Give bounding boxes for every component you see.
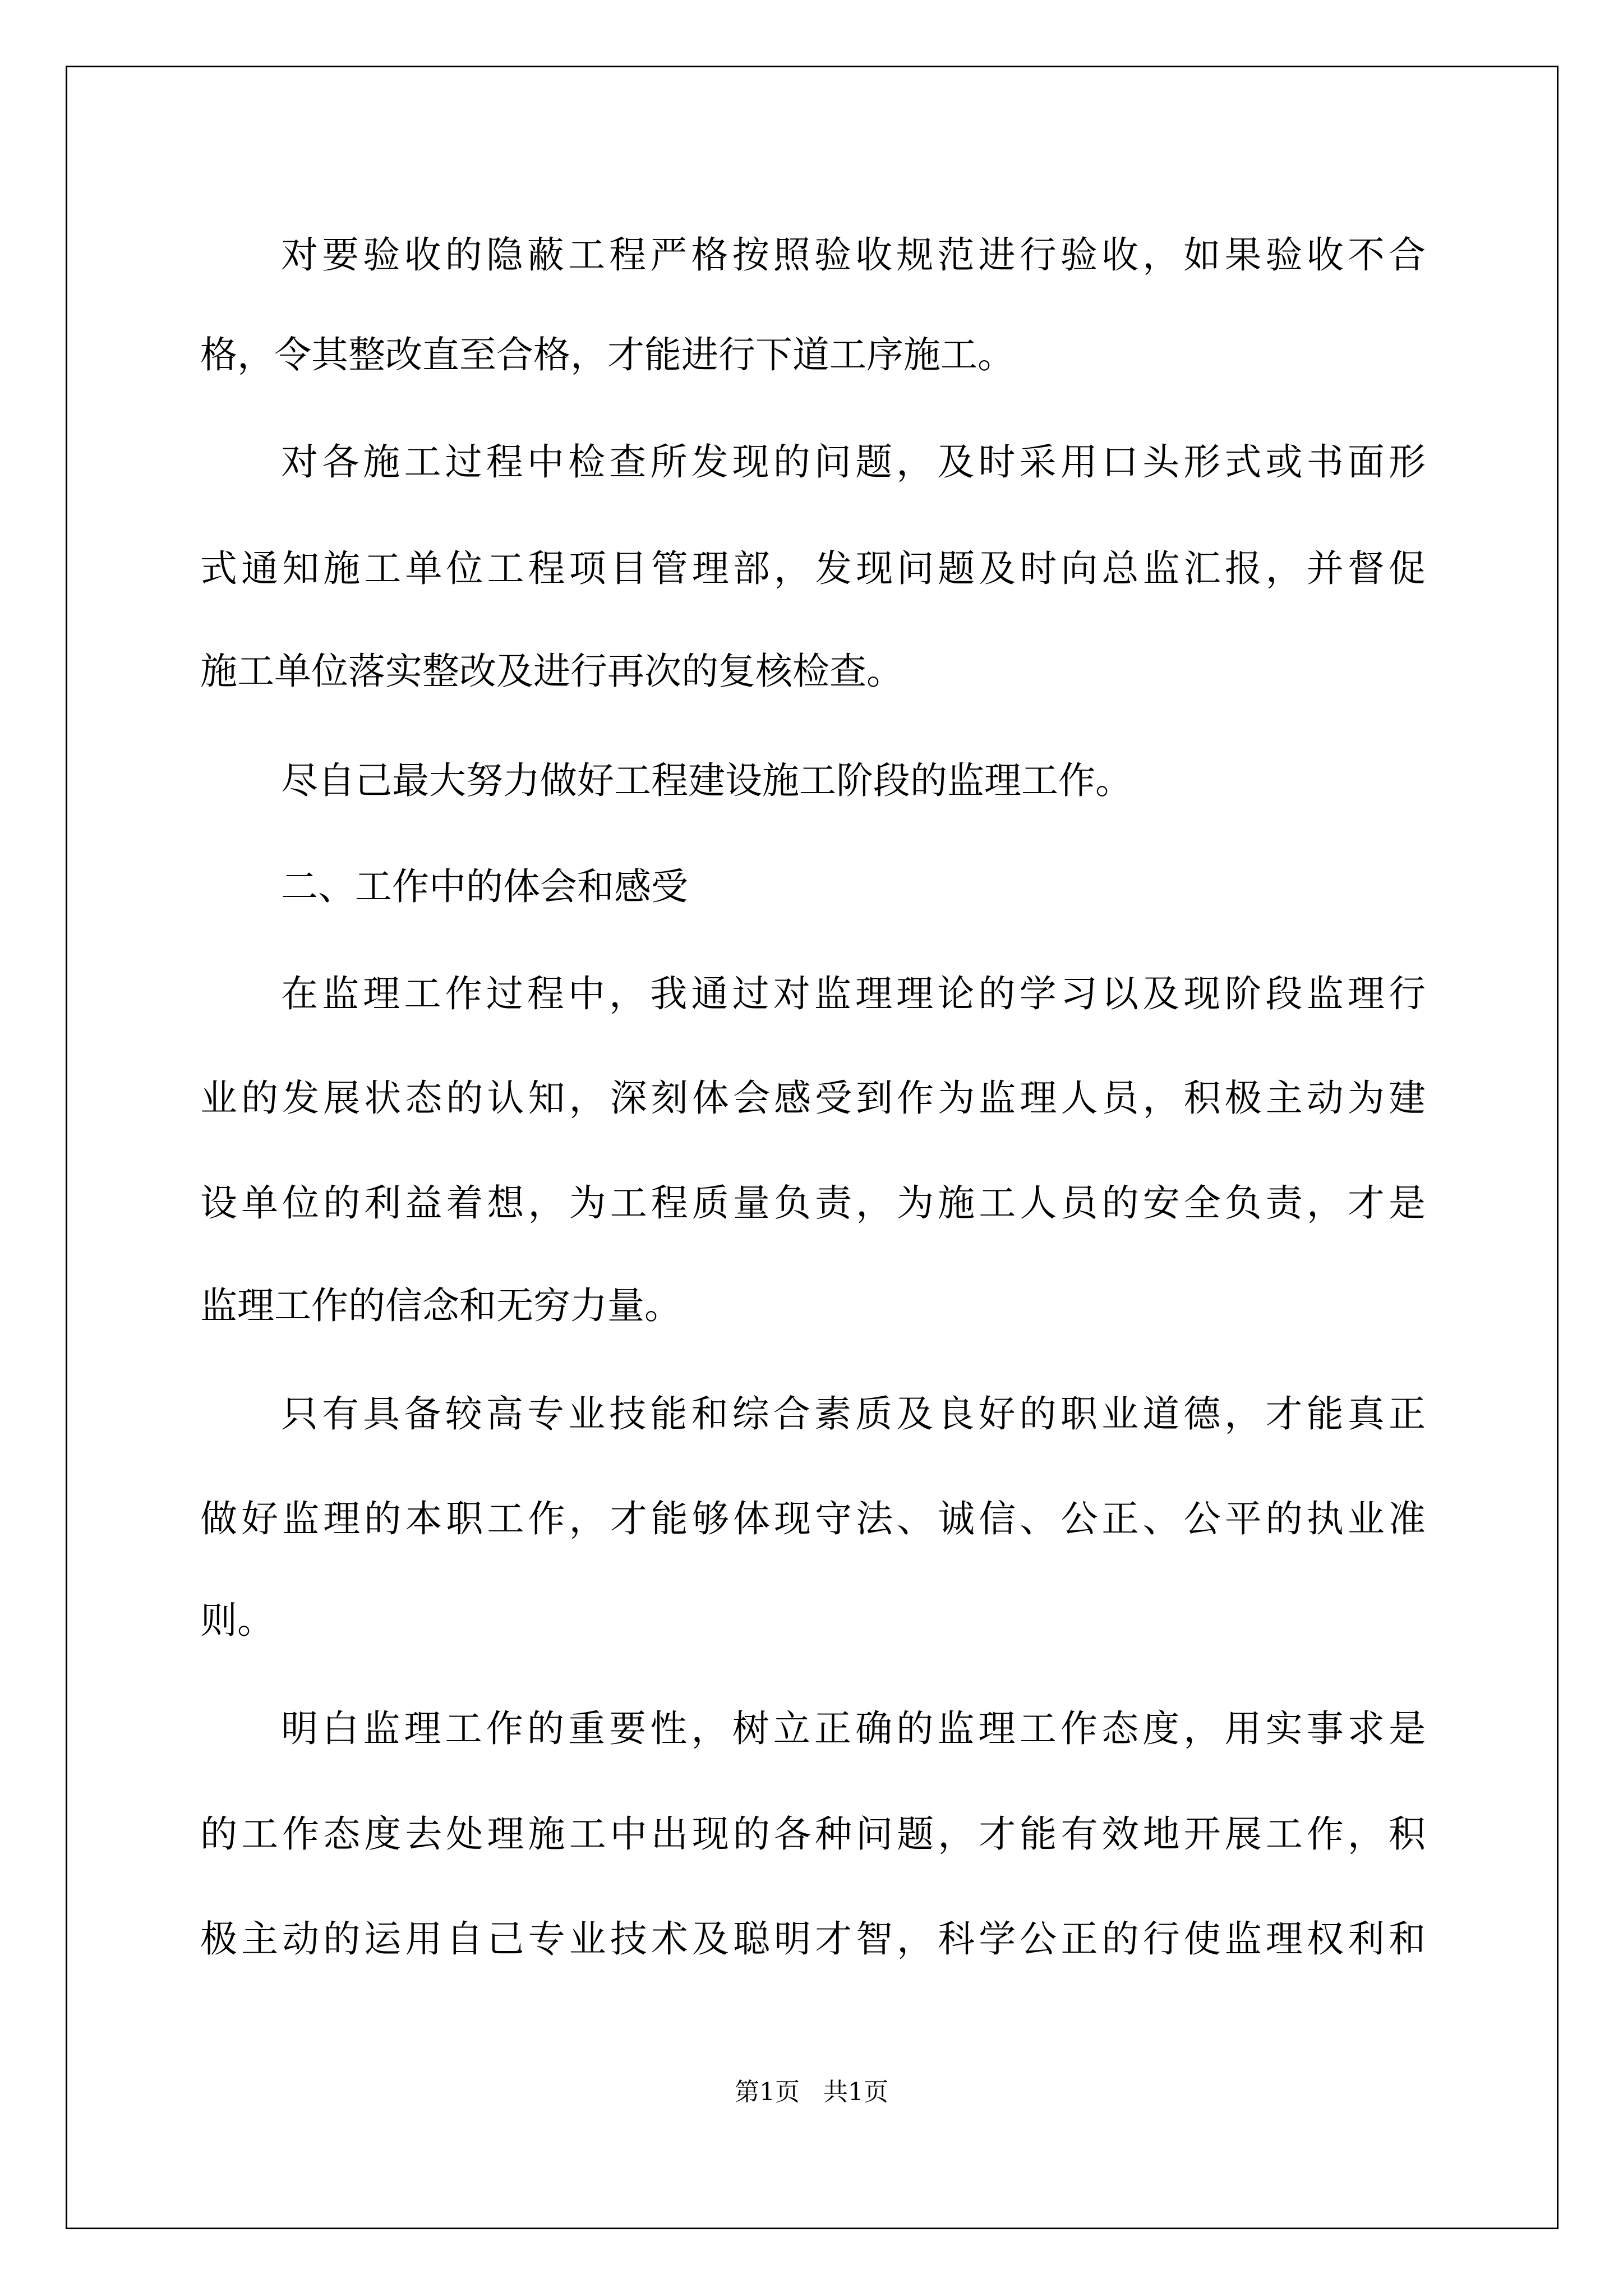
text-line: 尽自己最大努力做好工程建设施工阶段的监理工作。	[281, 759, 1132, 802]
text-line: 做好监理的本职工作，才能够体现守法、诚信、公正、公平的执业准	[200, 1497, 1426, 1540]
text-line: 只有具备较高专业技能和综合素质及良好的职业道德，才能真正	[281, 1392, 1426, 1435]
text-line: 施工单位落实整改及进行再次的复核检查。	[200, 650, 903, 693]
text-line: 业的发展状态的认知，深刻体会感受到作为监理人员，积极主动为建	[200, 1076, 1426, 1120]
text-line: 的工作态度去处理施工中出现的各种问题，才能有效地开展工作，积	[200, 1812, 1426, 1856]
page-footer: 第1页 共1页	[735, 2078, 888, 2106]
section-heading: 二、工作中的体会和感受	[281, 865, 688, 908]
text-line: 监理工作的信念和无穷力量。	[200, 1284, 681, 1327]
text-line: 明白监理工作的重要性，树立正确的监理工作态度，用实事求是	[281, 1707, 1426, 1750]
text-line: 对要验收的隐蔽工程严格按照验收规范进行验收，如果验收不合	[281, 233, 1426, 277]
text-line: 对各施工过程中检查所发现的问题，及时采用口头形式或书面形	[281, 440, 1426, 484]
text-line: 在监理工作过程中，我通过对监理理论的学习以及现阶段监理行	[281, 972, 1426, 1015]
page-border	[66, 66, 1559, 2229]
text-line: 极主动的运用自己专业技术及聪明才智，科学公正的行使监理权利和	[200, 1917, 1426, 1961]
text-line: 则。	[200, 1599, 274, 1642]
text-line: 式通知施工单位工程项目管理部，发现问题及时向总监汇报，并督促	[200, 547, 1426, 590]
text-line: 格，令其整改直至合格，才能进行下道工序施工。	[200, 333, 1015, 376]
text-line: 设单位的利益着想，为工程质量负责，为施工人员的安全负责，才是	[200, 1181, 1426, 1225]
